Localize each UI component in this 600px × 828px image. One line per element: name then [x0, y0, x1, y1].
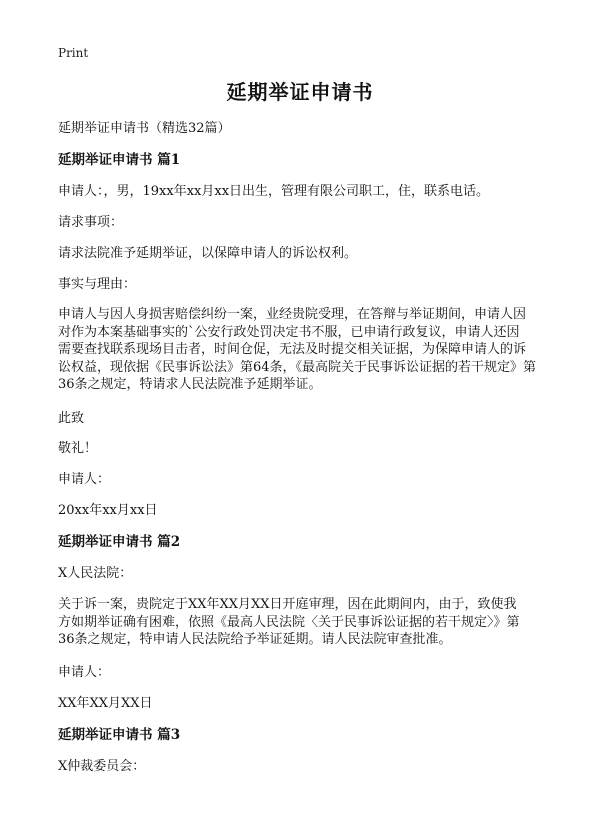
body-line: 关于诉一案，贵院定于XX年XX月XX日开庭审理，因在此期间内，由于，致使我 [58, 597, 517, 612]
facts-line: 对作为本案基础事实的`公安行政处罚决定书不服，已申请行政复议，申请人还因 [58, 324, 520, 340]
section1-applicant-info: 申请人：，男，19xx年xx月xx日出生，管理有限公司职工，住，联系电话。 [58, 184, 490, 199]
section1-facts-paragraph [58, 306, 548, 394]
facts-line: 讼权益，现依据《民事诉讼法》第64条，《最高院关于民事诉讼证据的若干规定》第 [58, 359, 537, 375]
section1-closing-salutation: 此致 [58, 411, 85, 426]
section2-date: XX年XX月XX日 [58, 696, 153, 711]
section1-request-text: 请求法院准予延期举证，以保障申请人的诉讼权利。 [58, 246, 358, 261]
section2-heading: 延期举证申请书 篇2 [58, 534, 181, 550]
facts-line: 申请人与因人身损害赔偿纠纷一案，业经贵院受理，在答辩与举证期间，申请人因 [58, 307, 527, 322]
document-subtitle: 延期举证申请书（精选32篇） [58, 121, 231, 136]
facts-line: 36条之规定，特请求人民法院准予延期举证。 [58, 377, 322, 393]
body-line: 方如期举证确有困难，依照《最高人民法院〈关于民事诉讼证据的若干规定〉》第 [58, 614, 520, 630]
section3-heading: 延期举证申请书 篇3 [58, 727, 181, 743]
section1-date: 20xx年xx月xx日 [58, 503, 158, 518]
section3-addressee: X仲裁委员会： [58, 759, 146, 774]
section1-heading: 延期举证申请书 篇1 [58, 152, 181, 168]
section1-sign-label: 申请人： [58, 472, 111, 487]
body-line: 36条之规定，特申请人民法院给予举证延期。请人民法院审查批准。 [58, 632, 452, 648]
section1-request-label: 请求事项： [58, 215, 124, 230]
document-title: 延期举证申请书 [226, 80, 374, 104]
section1-closing-regards: 敬礼！ [58, 441, 98, 456]
section1-facts-label: 事实与理由： [58, 277, 137, 292]
print-label: Print [58, 46, 89, 60]
facts-line: 需要查找联系现场目击者，时间仓促，无法及时提交相关证据，为保障申请人的诉 [58, 342, 527, 358]
section2-addressee: X人民法院： [58, 566, 133, 581]
section2-body-paragraph [58, 596, 548, 649]
section2-sign-label: 申请人： [58, 665, 111, 680]
